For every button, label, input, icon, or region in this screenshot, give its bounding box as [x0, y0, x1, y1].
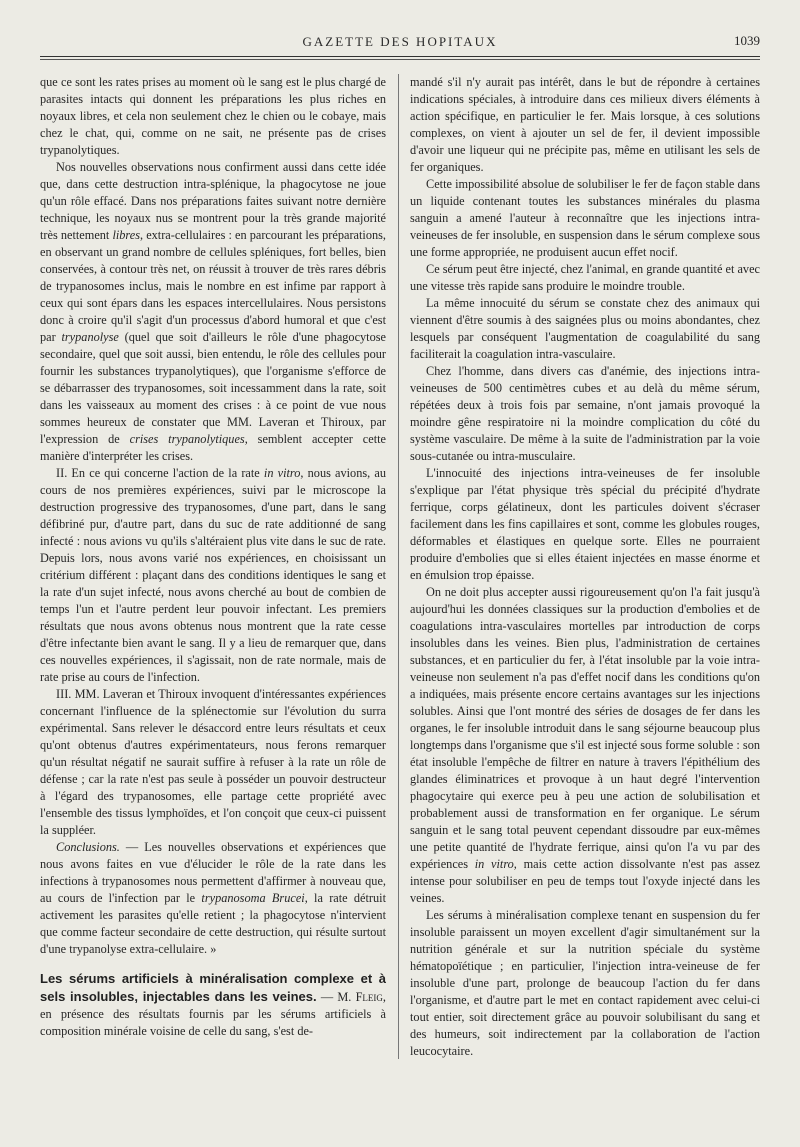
running-header: GAZETTE DES HOPITAUX [302, 34, 498, 49]
paragraph: Chez l'homme, dans divers cas d'anémie, des injections intra-veineuses de 500 centimètres cubes et au delà du même sérum, répétées deux à trois fois par semaine, n'ont jamais provoqué la moindre gêne respiratoire ni la moindre complication du côté du système vasculaire. De même à la suite de l'administration par la voie sous-cutanée ou intra-musculaire. [410, 364, 760, 463]
paragraph: II. En ce qui concerne l'action de la rate in vitro, nous avions, au cours de nos premières expériences, suivi par le microscope la destruction progressive des trypanosomes, d'une part, dans le sang défibriné pur, d'autre part, dans du suc de rate additionné de sang infecté : nous avions vu qu'ils s'altéraient plus vite dans le suc de rate. Depuis lors, nous avons varié nos expériences, en choisissant un critérium différent : plaçant dans des conditions identiques le sang et la rate d'un sujet infecté, nous avons cherché au bout de combien de temps l'un et l'autre perdent leur pouvoir infectant. Les premiers résultats que nous avons obtenus nous montrent que la rate cesse d'être infectante bien avant le sang. Il y a lieu de remarquer que, dans ces nouvelles expériences, il s'agissait, non de rate normale, mais de rate prise au cours de l'infection. [40, 466, 386, 684]
left-column [40, 74, 386, 1040]
column-divider [398, 74, 399, 1059]
paragraph: Les sérums à minéralisation complexe tenant en suspension du fer insoluble paraissent un moyen excellent d'agir simultanément sur la nutrition générale et sur la nutrition spéciale du système hématopoïétique ; en particulier, l'injection intra-veineuse de fer insoluble d'une part, prolonge de beaucoup l'action du fer dans l'organisme, et d'autre part le met en contact rapidement avec celui-ci tout entier, soit directement grâce au pouvoir solubilisant du sang et des humeurs, soit indirectement par la collaboration de l'action leucocytaire. [410, 908, 760, 1058]
paragraph: La même innocuité du sérum se constate chez des animaux qui viennent d'être soumis à des saignées plus ou moins abondantes, chez lesquels par conséquent l'augmentation de coagulabilité du sang faciliterait la coagulation intra-vasculaire. [410, 296, 760, 361]
conclusions-paragraph: Conclusions. — Les nouvelles observations et expériences que nous avons faites en vue d'élucider le rôle de la rate dans les infections à trypanosomes nous permettent d'affirmer à nouveau que, au cours de l'infection par le trypanosoma Brucei, la rate détruit activement les parasites qu'elle retient ; la phagocytose n'intervient que comme facteur secondaire de cette destruction, qui résulte surtout d'une trypanolyse extra-cellulaire. » [40, 840, 387, 956]
paragraph: On ne doit plus accepter aussi rigoureusement qu'on l'a fait jusqu'à aujourd'hui les données classiques sur la production d'embolies et de coagulations intra-vasculaires mortelles par introduction de corps insolubles dans les veines. Bien plus, l'administration de certaines substances, et en particulier du fer, à l'état insoluble par la voie intra-veineuse non seulement n'a pas d'effet nocif dans les conditions qu'on a indiquées, mais présente encore certains avantages sur les injections solubles. Ainsi que l'ont montré des séries de dosages de fer dans les organes, le fer insoluble introduit dans le sang séjourne beaucoup plus longtemps dans l'organisme que s'il est injecté sous forme soluble : son état insoluble l'empêche de filtrer en nature à travers l'épithélium des glandes éliminatrices et provoque à un haut degré l'intervention phagocytaire qui exerce peu à peu une action de solubilisation et probablement aussi de transformation en fer organique. Le sérum sanguin et le sang total peuvent cependant dissoudre par eux-mêmes une petite quantité de l'hydrate ferrique, ainsi qu'on l'a vu par des expériences in vitro, mais cette action dissolvante n'est pas assez intense pour solubiliser en peu de temps tout l'oxyde injecté dans les veines. [410, 585, 760, 905]
paragraph: Nos nouvelles observations nous confirment aussi dans cette idée que, dans cette destruction intra-splénique, la phagocytose ne joue qu'un rôle effacé. Dans nos préparations faites suivant notre dernière technique, les noyaux nus se montrent pour la très grande majorité très nettement libres, extra-cellulaires : en parcourant les préparations, en observant un grand nombre de cellules spléniques, fort belles, bien conservées, à contour très net, on réussit à trouver de très rares débris de trypanosomes inclus, mais le nombre en est infime par rapport à ceux qui sont épars dans les espaces intercellulaires. Nous persistons donc à croire qu'il s'agit d'un processus d'abord humoral et que c'est par trypanolyse (quel que soit d'ailleurs le rôle d'une phagocytose secondaire, quel que soit aussi, bien entendu, le rôle des cellules pour fournir les substances trypanolytiques), que l'organisme s'efforce de se débarrasser des trypanosomes, soit incessamment dans la rate, soit dans les vaisseaux au moment des crises : à ce point de vue nous sommes heureux de constater que MM. Laveran et Thiroux, par l'expression de crises trypanolytiques, semblent accepter cette manière d'interpréter les crises. [40, 160, 387, 463]
paragraph: que ce sont les rates prises au moment où le sang est le plus chargé de parasites intacts qui donnent les préparations les plus riches en noyaux libres, et cela non seulement chez le chien ou le cobaye, mais chez le chat, qui, comme on ne sait, ne présente pas de crises trypanolytiques. [40, 75, 386, 157]
section-paragraph: Les sérums artificiels à minéralisation complexe et à sels insolubles, injectables dans les veines. — M. Fleig, en présence des résultats fournis par les sérums artificiels à composition minérale voisine de celle du sang, s'est de- [40, 971, 386, 1038]
paragraph: Ce sérum peut être injecté, chez l'animal, en grande quantité et avec une vitesse très rapide sans produire le moindre trouble. [410, 262, 760, 293]
paragraph: mandé s'il n'y aurait pas intérêt, dans le but de répondre à certaines indications spéciales, à introduire dans ces milieux divers éléments à action spécifique, en particulier le fer. Mais lorsque, à ces solutions complexes, on vient à ajouter un sel de fer, il devient impossible d'avoir une liqueur qui ne précipite pas, même en utilisant les sels de fer organiques. [410, 75, 760, 174]
header-rule-thin [40, 59, 760, 60]
page-number: 1039 [734, 33, 760, 48]
paragraph: L'innocuité des injections intra-veineuses de fer insoluble s'explique par l'état physique très spécial du précipité d'hydrate ferrique, corps gélatineux, dont les particules doivent s'écraser facilement dans les fins capillaires et sont, comme les globules rouges, déformables et élastiques en quelque sorte. Elles ne pourraient produire d'embolies que si elles étaient injectées en masse énorme et en émulsion trop épaisse. [410, 466, 760, 582]
paragraph: Cette impossibilité absolue de solubiliser le fer de façon stable dans un liquide contenant toutes les substances minérales du plasma sanguin a amené l'auteur à reconnaître que les injections intra-veineuses de fer insoluble, en suspension dans le sérum complexe sous une forme appropriée, ne produisent aucun effet nocif. [410, 177, 760, 259]
paragraph: III. MM. Laveran et Thiroux invoquent d'intéressantes expériences concernant l'influence de la splénectomie sur l'évolution du surra expérimental. Sans relever le désaccord entre leurs résultats et ceux qu'ont obtenus d'autres expérimentateurs, nous ferons remarquer qu'un résultat négatif ne saurait suffire à refuser à la rate un rôle de défense ; car la rate n'est pas seule à posséder un pouvoir destructeur à l'égard des trypanosomes, elle partage cette propriété avec l'ensemble des tissus lymphoïdes, et l'on conçoit que ceux-ci puissent la suppléer. [40, 687, 386, 837]
section-heading: Les sérums artificiels à minéralisation complexe et à sels insolubles, injectables dans les veines. [40, 971, 386, 1004]
right-column [410, 74, 760, 1060]
header-rule [40, 56, 760, 57]
